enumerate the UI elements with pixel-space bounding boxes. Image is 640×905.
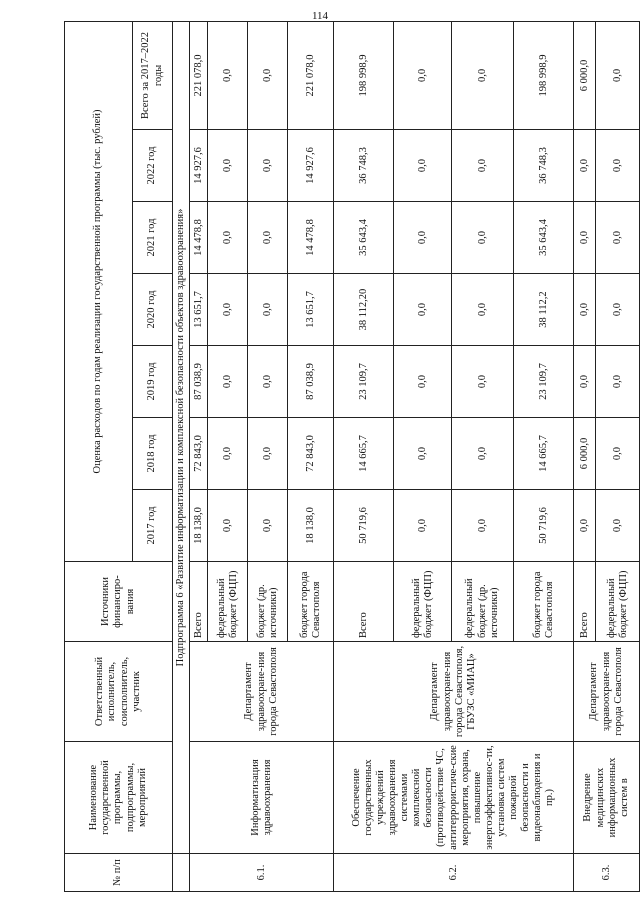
value-cell: 14 665,7	[334, 418, 394, 490]
value-cell: 0,0	[574, 130, 596, 202]
value-cell: 87 038,9	[190, 346, 208, 418]
value-cell: 0,0	[208, 346, 248, 418]
value-cell: 36 748,3	[514, 130, 574, 202]
value-cell: 0,0	[208, 202, 248, 274]
rotated-table-wrapper	[64, 22, 630, 892]
value-cell: 0,0	[574, 346, 596, 418]
value-cell: 0,0	[452, 418, 514, 490]
value-cell: 38 112,2	[514, 274, 574, 346]
row-source: бюджет города Севастополя	[514, 562, 574, 642]
value-cell: 23 109,7	[334, 346, 394, 418]
value-cell: 0,0	[452, 274, 514, 346]
header-row-top	[65, 21, 133, 891]
row-source: федеральный бюджет (ФЦП)	[208, 562, 248, 642]
value-cell: 14 478,8	[190, 202, 208, 274]
value-cell: 198 998,9	[514, 21, 574, 129]
row-num: 6.3.	[574, 854, 640, 892]
value-cell: 198 998,9	[334, 21, 394, 129]
value-cell: 23 109,7	[514, 346, 574, 418]
value-cell: 0,0	[596, 418, 640, 490]
value-cell: 6 000,0	[574, 21, 596, 129]
row-name: Внедрение медицинских информационных систем в	[574, 742, 640, 854]
value-cell: 0,0	[596, 490, 640, 562]
year-2020: 2020 год	[133, 274, 173, 346]
value-cell: 0,0	[452, 346, 514, 418]
value-cell: 0,0	[596, 202, 640, 274]
subprogram-title: Подпрограмма 6 «Развитие информатизации и комплексной безопасности объектов здравоохранения»	[173, 21, 190, 853]
row-source: бюджет (др. источники)	[248, 562, 288, 642]
value-cell: 0,0	[208, 418, 248, 490]
value-cell: 38 112,20	[334, 274, 394, 346]
row-responsible: Департамент здравоохране-ния города Севастополя, ГБУЗС «МИАЦ»	[334, 642, 574, 742]
header-name: Наименование государственной программы, подпрограммы, мероприятий	[65, 742, 173, 854]
value-cell: 0,0	[596, 274, 640, 346]
budget-table	[64, 21, 640, 892]
row-num: 6.1.	[190, 854, 334, 892]
value-cell: 0,0	[394, 490, 452, 562]
row-source: федеральный бюджет (ФЦП)	[394, 562, 452, 642]
value-cell: 18 138,0	[190, 490, 208, 562]
year-total: Всего за 2017–2022 годы	[133, 21, 173, 129]
row-responsible: Департамент здравоохране-ния города Севастополя	[190, 642, 334, 742]
table-row	[574, 21, 596, 891]
value-cell: 0,0	[394, 274, 452, 346]
value-cell: 0,0	[208, 274, 248, 346]
value-cell: 0,0	[208, 21, 248, 129]
value-cell: 35 643,4	[334, 202, 394, 274]
value-cell: 72 843,0	[288, 418, 334, 490]
value-cell: 0,0	[394, 346, 452, 418]
table-row	[190, 21, 208, 891]
year-2018: 2018 год	[133, 418, 173, 490]
value-cell: 13 651,7	[190, 274, 208, 346]
year-2017: 2017 год	[133, 490, 173, 562]
value-cell: 0,0	[596, 346, 640, 418]
row-name: Информатизация здравоохранения	[190, 742, 334, 854]
subprogram-num-cell	[173, 854, 190, 892]
value-cell: 50 719,6	[514, 490, 574, 562]
value-cell: 0,0	[452, 490, 514, 562]
value-cell: 0,0	[248, 274, 288, 346]
value-cell: 0,0	[394, 21, 452, 129]
year-2022: 2022 год	[133, 130, 173, 202]
value-cell: 50 719,6	[334, 490, 394, 562]
value-cell: 18 138,0	[288, 490, 334, 562]
value-cell: 0,0	[248, 346, 288, 418]
value-cell: 14 927,6	[288, 130, 334, 202]
row-source: Всего	[574, 562, 596, 642]
row-source: федеральный бюджет (др. источники)	[452, 562, 514, 642]
row-responsible: Департамент здравоохране-ния города Севастополя	[574, 642, 640, 742]
header-num: № п/п	[65, 854, 173, 892]
row-name: Обеспечение государственных учреждений здравоохранения системами комплексной безопасности (противодействие ЧС, антитеррористиче-ские мероприятия, охрана, повышение энергоэффективнос-ти, установка систем пожарной безопасности и видеонаблюдения и пр.)	[334, 742, 574, 854]
value-cell: 0,0	[248, 202, 288, 274]
value-cell: 72 843,0	[190, 418, 208, 490]
value-cell: 0,0	[208, 130, 248, 202]
value-cell: 0,0	[248, 490, 288, 562]
table-row	[334, 21, 394, 891]
value-cell: 0,0	[596, 130, 640, 202]
value-cell: 0,0	[248, 21, 288, 129]
row-source: Всего	[190, 562, 208, 642]
row-source: Всего	[334, 562, 394, 642]
value-cell: 0,0	[208, 490, 248, 562]
row-num: 6.2.	[334, 854, 574, 892]
document-frame	[64, 22, 630, 892]
value-cell: 0,0	[574, 274, 596, 346]
value-cell: 14 665,7	[514, 418, 574, 490]
row-source: федеральный бюджет (ФЦП)	[596, 562, 640, 642]
value-cell: 35 643,4	[514, 202, 574, 274]
value-cell: 0,0	[574, 490, 596, 562]
value-cell: 0,0	[394, 202, 452, 274]
value-cell: 0,0	[248, 130, 288, 202]
value-cell: 87 038,9	[288, 346, 334, 418]
value-cell: 36 748,3	[334, 130, 394, 202]
value-cell: 0,0	[596, 21, 640, 129]
value-cell: 0,0	[394, 418, 452, 490]
value-cell: 14 478,8	[288, 202, 334, 274]
value-cell: 0,0	[394, 130, 452, 202]
value-cell: 0,0	[574, 202, 596, 274]
subprogram-row	[173, 21, 190, 891]
value-cell: 0,0	[452, 202, 514, 274]
page-number: 114	[311, 10, 329, 22]
value-cell: 0,0	[452, 130, 514, 202]
value-cell: 221 078,0	[190, 21, 208, 129]
value-cell: 0,0	[452, 21, 514, 129]
header-source: Источники финансиро-вания	[65, 562, 173, 642]
value-cell: 0,0	[248, 418, 288, 490]
value-cell: 13 651,7	[288, 274, 334, 346]
header-estimate: Оценка расходов по годам реализации государственной программы (тыс. рублей)	[65, 21, 133, 561]
value-cell: 6 000,0	[574, 418, 596, 490]
row-source: бюджет города Севастополя	[288, 562, 334, 642]
value-cell: 221 078,0	[288, 21, 334, 129]
header-responsible: Ответственный исполнитель, соисполнитель, участник	[65, 642, 173, 742]
year-2021: 2021 год	[133, 202, 173, 274]
value-cell: 14 927,6	[190, 130, 208, 202]
year-2019: 2019 год	[133, 346, 173, 418]
